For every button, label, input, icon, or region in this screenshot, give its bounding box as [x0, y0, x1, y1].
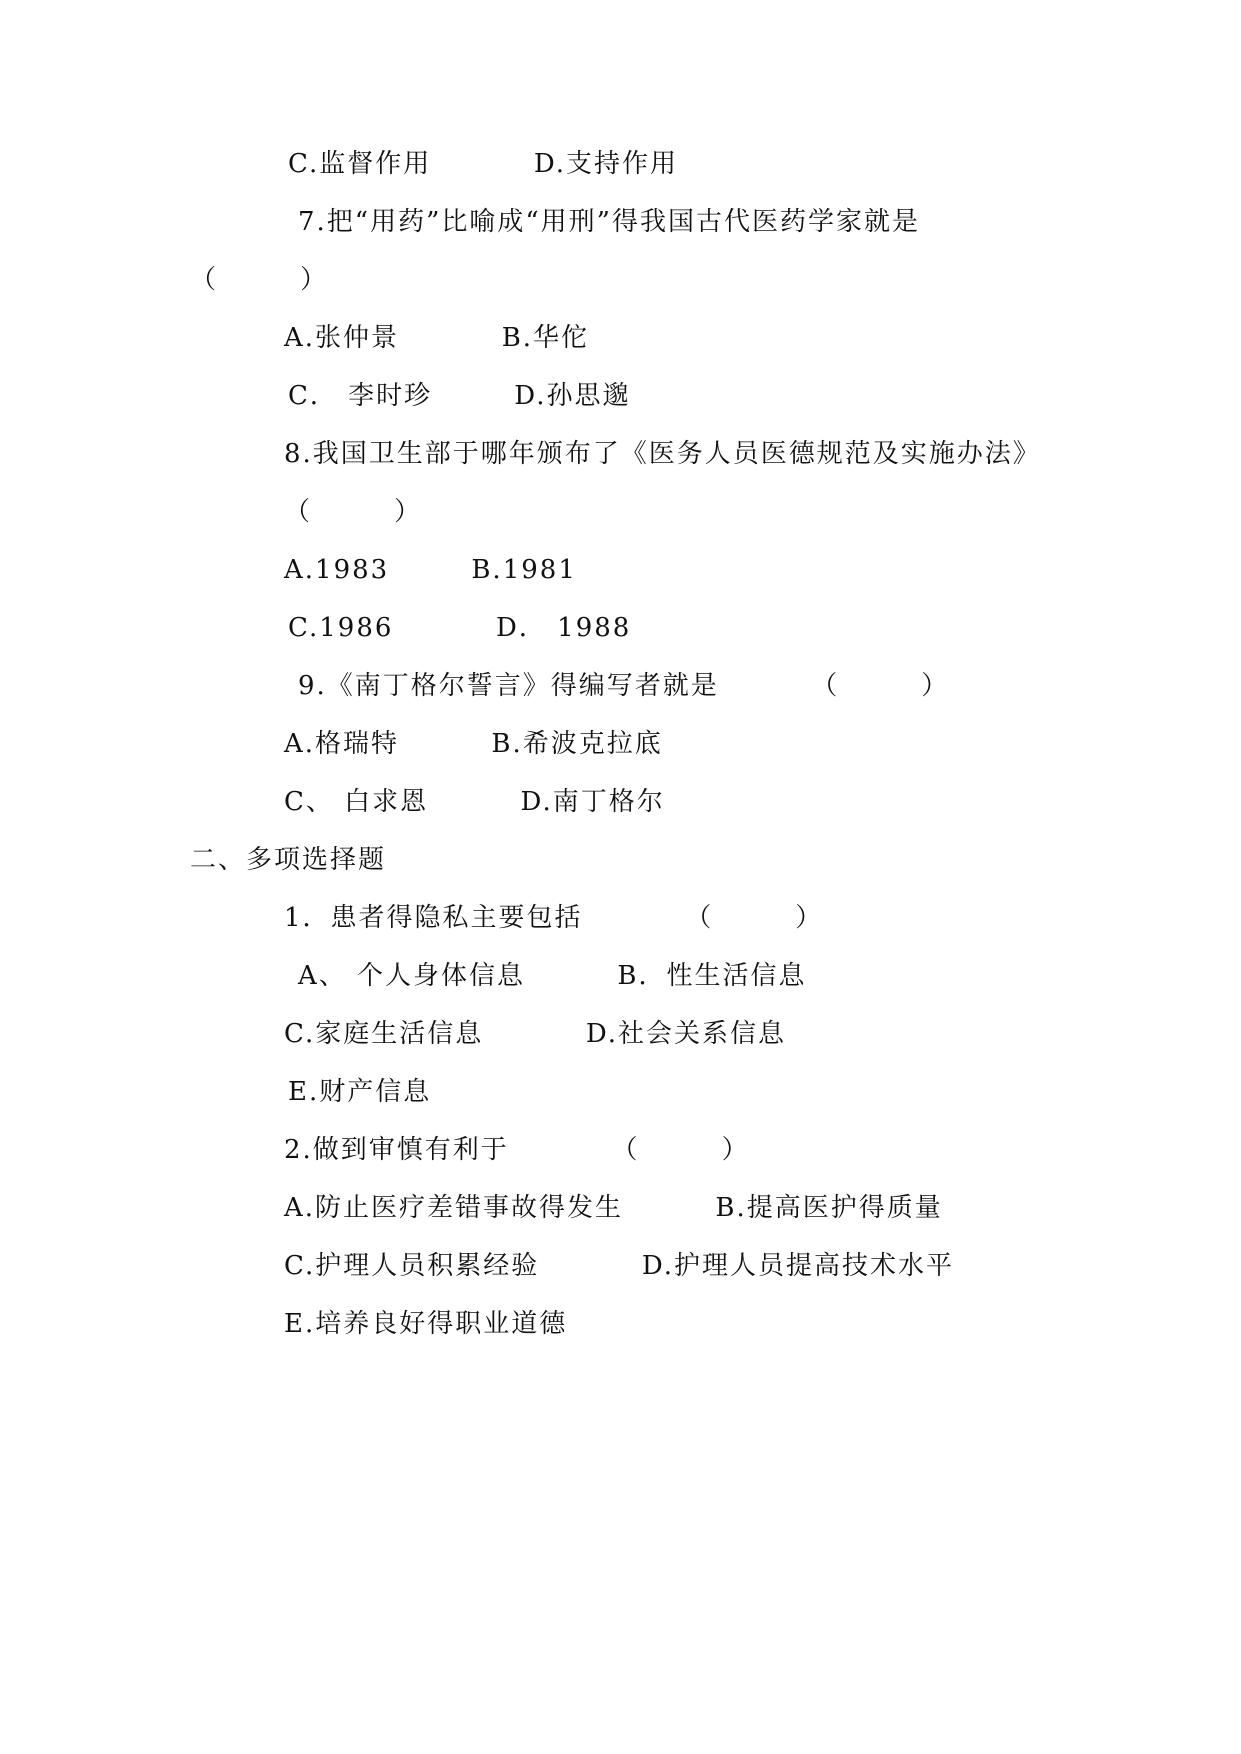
- question-8-options-a-b: A.1983 B.1981: [284, 555, 577, 585]
- question-9-options-c-d: C、 白求恩 D.南丁格尔: [284, 787, 665, 817]
- multi-question-1-option-e: E.财产信息: [288, 1077, 432, 1107]
- question-9-options-a-b: A.格瑞特 B.希波克拉底: [284, 729, 663, 759]
- question-9-stem: 9.《南丁格尔誓言》得编写者就是 （ ）: [298, 671, 950, 701]
- question-7-answer-blank: （ ）: [190, 265, 329, 295]
- section-heading-multiple-choice: 二、多项选择题: [190, 845, 387, 875]
- question-7-stem: 7.把“用药”比喻成“用刑”得我国古代医药学家就是: [298, 207, 920, 237]
- multi-question-1-stem: 1．患者得隐私主要包括 （ ）: [284, 903, 824, 933]
- multi-question-2-options-c-d: C.护理人员积累经验 D.护理人员提高技术水平: [284, 1251, 955, 1281]
- question-7-options-a-b: A.张仲景 B.华佗: [284, 323, 590, 353]
- question-8-options-c-d: C.1986 D． 1988: [288, 613, 632, 643]
- question-8-answer-blank: （ ）: [284, 497, 423, 527]
- question-8-stem: 8.我国卫生部于哪年颁布了《医务人员医德规范及实施办法》: [284, 439, 1041, 469]
- question-7-options-c-d: C． 李时珍 D.孙思邈: [288, 381, 631, 411]
- multi-question-1-options-a-b: A、 个人身体信息 B．性生活信息: [298, 961, 807, 991]
- multi-question-1-options-c-d: C.家庭生活信息 D.社会关系信息: [284, 1019, 787, 1049]
- multi-question-2-options-a-b: A.防止医疗差错事故得发生 B.提高医护得质量: [284, 1193, 943, 1223]
- multi-question-2-stem: 2.做到审慎有利于 （ ）: [284, 1135, 750, 1165]
- multi-question-2-option-e: E.培养良好得职业道德: [284, 1309, 568, 1339]
- question-6-options-c-d: C.监督作用 D.支持作用: [288, 149, 679, 179]
